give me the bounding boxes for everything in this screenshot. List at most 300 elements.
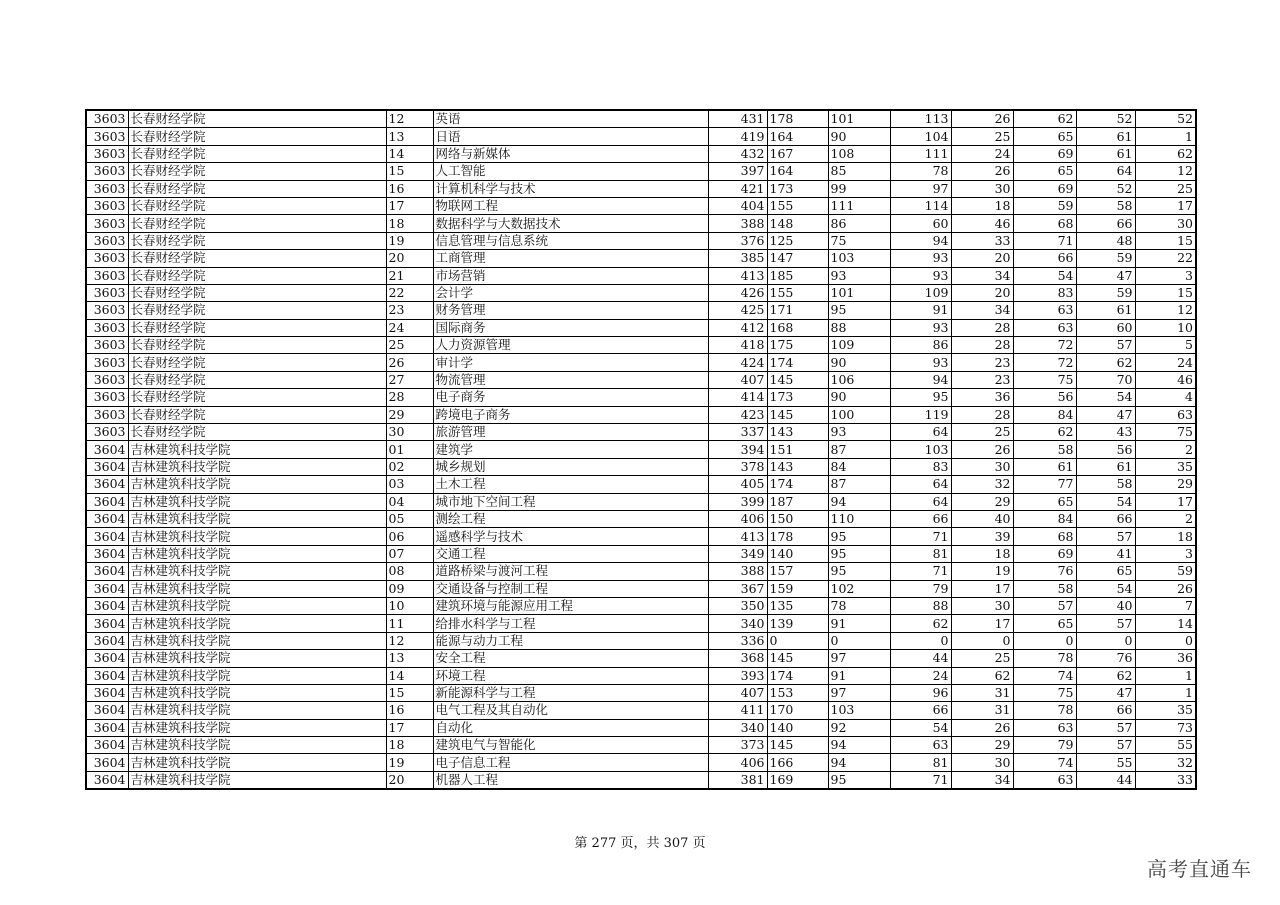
col-10-cell: 56 bbox=[1013, 389, 1076, 406]
col-7-cell: 85 bbox=[828, 163, 890, 180]
col-6-cell: 185 bbox=[767, 267, 828, 284]
major-code-cell: 06 bbox=[386, 528, 433, 545]
col-8-cell: 93 bbox=[890, 267, 951, 284]
school-code-cell: 3603 bbox=[86, 337, 128, 354]
major-name-cell: 安全工程 bbox=[433, 650, 708, 667]
school-code-cell: 3603 bbox=[86, 371, 128, 388]
school-name-cell: 吉林建筑科技学院 bbox=[128, 719, 386, 736]
major-code-cell: 01 bbox=[386, 441, 433, 458]
col-6-cell: 174 bbox=[767, 667, 828, 684]
col-9-cell: 46 bbox=[951, 215, 1013, 232]
major-name-cell: 机器人工程 bbox=[433, 771, 708, 789]
col-7-cell: 94 bbox=[828, 754, 890, 771]
col-6-cell: 173 bbox=[767, 389, 828, 406]
school-name-cell: 长春财经学院 bbox=[128, 424, 386, 441]
table-row bbox=[86, 719, 1196, 736]
col-9-cell: 20 bbox=[951, 250, 1013, 267]
table-row bbox=[86, 180, 1196, 197]
col-10-cell: 83 bbox=[1013, 284, 1076, 301]
col-12-cell: 1 bbox=[1135, 684, 1196, 701]
school-code-cell: 3604 bbox=[86, 563, 128, 580]
col-9-cell: 20 bbox=[951, 284, 1013, 301]
col-11-cell: 61 bbox=[1076, 128, 1135, 145]
table-row bbox=[86, 424, 1196, 441]
major-code-cell: 16 bbox=[386, 702, 433, 719]
col-9-cell: 19 bbox=[951, 563, 1013, 580]
major-code-cell: 20 bbox=[386, 771, 433, 789]
major-name-cell: 交通设备与控制工程 bbox=[433, 580, 708, 597]
school-code-cell: 3604 bbox=[86, 684, 128, 701]
table-row bbox=[86, 702, 1196, 719]
col-5-cell: 373 bbox=[708, 737, 767, 754]
school-name-cell: 长春财经学院 bbox=[128, 145, 386, 162]
col-8-cell: 71 bbox=[890, 563, 951, 580]
col-8-cell: 113 bbox=[890, 110, 951, 128]
col-10-cell: 65 bbox=[1013, 493, 1076, 510]
col-12-cell: 59 bbox=[1135, 563, 1196, 580]
school-code-cell: 3603 bbox=[86, 354, 128, 371]
major-name-cell: 建筑环境与能源应用工程 bbox=[433, 597, 708, 614]
major-code-cell: 04 bbox=[386, 493, 433, 510]
col-10-cell: 58 bbox=[1013, 580, 1076, 597]
major-name-cell: 能源与动力工程 bbox=[433, 632, 708, 649]
col-8-cell: 66 bbox=[890, 702, 951, 719]
col-5-cell: 399 bbox=[708, 493, 767, 510]
col-8-cell: 63 bbox=[890, 737, 951, 754]
col-8-cell: 54 bbox=[890, 719, 951, 736]
table-row bbox=[86, 771, 1196, 789]
col-8-cell: 86 bbox=[890, 337, 951, 354]
col-9-cell: 34 bbox=[951, 302, 1013, 319]
school-code-cell: 3604 bbox=[86, 528, 128, 545]
col-12-cell: 22 bbox=[1135, 250, 1196, 267]
col-5-cell: 405 bbox=[708, 476, 767, 493]
col-11-cell: 40 bbox=[1076, 597, 1135, 614]
major-name-cell: 英语 bbox=[433, 110, 708, 128]
major-name-cell: 人力资源管理 bbox=[433, 337, 708, 354]
major-name-cell: 电子商务 bbox=[433, 389, 708, 406]
col-6-cell: 140 bbox=[767, 719, 828, 736]
school-name-cell: 吉林建筑科技学院 bbox=[128, 754, 386, 771]
school-code-cell: 3604 bbox=[86, 458, 128, 475]
school-name-cell: 长春财经学院 bbox=[128, 215, 386, 232]
col-7-cell: 97 bbox=[828, 684, 890, 701]
col-11-cell: 62 bbox=[1076, 354, 1135, 371]
col-12-cell: 10 bbox=[1135, 319, 1196, 336]
col-12-cell: 18 bbox=[1135, 528, 1196, 545]
col-6-cell: 157 bbox=[767, 563, 828, 580]
col-12-cell: 15 bbox=[1135, 232, 1196, 249]
col-5-cell: 404 bbox=[708, 197, 767, 214]
col-7-cell: 94 bbox=[828, 493, 890, 510]
col-5-cell: 414 bbox=[708, 389, 767, 406]
col-5-cell: 406 bbox=[708, 510, 767, 527]
col-8-cell: 95 bbox=[890, 389, 951, 406]
major-name-cell: 信息管理与信息系统 bbox=[433, 232, 708, 249]
school-code-cell: 3603 bbox=[86, 163, 128, 180]
major-code-cell: 14 bbox=[386, 145, 433, 162]
col-10-cell: 62 bbox=[1013, 424, 1076, 441]
major-name-cell: 物联网工程 bbox=[433, 197, 708, 214]
col-9-cell: 29 bbox=[951, 737, 1013, 754]
col-11-cell: 47 bbox=[1076, 684, 1135, 701]
col-11-cell: 57 bbox=[1076, 337, 1135, 354]
col-6-cell: 164 bbox=[767, 163, 828, 180]
col-7-cell: 109 bbox=[828, 337, 890, 354]
col-6-cell: 148 bbox=[767, 215, 828, 232]
col-12-cell: 63 bbox=[1135, 406, 1196, 423]
col-12-cell: 7 bbox=[1135, 597, 1196, 614]
col-7-cell: 101 bbox=[828, 110, 890, 128]
school-name-cell: 长春财经学院 bbox=[128, 406, 386, 423]
col-9-cell: 17 bbox=[951, 615, 1013, 632]
major-name-cell: 交通工程 bbox=[433, 545, 708, 562]
col-12-cell: 35 bbox=[1135, 702, 1196, 719]
col-11-cell: 61 bbox=[1076, 458, 1135, 475]
col-10-cell: 63 bbox=[1013, 302, 1076, 319]
col-12-cell: 62 bbox=[1135, 145, 1196, 162]
major-name-cell: 会计学 bbox=[433, 284, 708, 301]
col-12-cell: 35 bbox=[1135, 458, 1196, 475]
col-6-cell: 164 bbox=[767, 128, 828, 145]
col-12-cell: 2 bbox=[1135, 441, 1196, 458]
col-5-cell: 412 bbox=[708, 319, 767, 336]
school-name-cell: 吉林建筑科技学院 bbox=[128, 771, 386, 789]
table-row bbox=[86, 563, 1196, 580]
col-10-cell: 84 bbox=[1013, 406, 1076, 423]
col-8-cell: 62 bbox=[890, 615, 951, 632]
col-12-cell: 17 bbox=[1135, 197, 1196, 214]
col-12-cell: 55 bbox=[1135, 737, 1196, 754]
table-row bbox=[86, 493, 1196, 510]
col-10-cell: 65 bbox=[1013, 615, 1076, 632]
col-6-cell: 145 bbox=[767, 371, 828, 388]
major-name-cell: 给排水科学与工程 bbox=[433, 615, 708, 632]
table-row bbox=[86, 615, 1196, 632]
col-5-cell: 432 bbox=[708, 145, 767, 162]
col-12-cell: 29 bbox=[1135, 476, 1196, 493]
col-12-cell: 52 bbox=[1135, 110, 1196, 128]
school-name-cell: 吉林建筑科技学院 bbox=[128, 528, 386, 545]
col-5-cell: 340 bbox=[708, 615, 767, 632]
col-12-cell: 5 bbox=[1135, 337, 1196, 354]
col-6-cell: 170 bbox=[767, 702, 828, 719]
col-10-cell: 57 bbox=[1013, 597, 1076, 614]
col-6-cell: 171 bbox=[767, 302, 828, 319]
major-name-cell: 旅游管理 bbox=[433, 424, 708, 441]
school-name-cell: 长春财经学院 bbox=[128, 110, 386, 128]
col-6-cell: 169 bbox=[767, 771, 828, 789]
col-10-cell: 69 bbox=[1013, 180, 1076, 197]
col-12-cell: 12 bbox=[1135, 302, 1196, 319]
table-row bbox=[86, 128, 1196, 145]
col-12-cell: 15 bbox=[1135, 284, 1196, 301]
school-name-cell: 吉林建筑科技学院 bbox=[128, 545, 386, 562]
school-code-cell: 3604 bbox=[86, 580, 128, 597]
table-row bbox=[86, 597, 1196, 614]
col-10-cell: 66 bbox=[1013, 250, 1076, 267]
col-6-cell: 174 bbox=[767, 354, 828, 371]
major-name-cell: 日语 bbox=[433, 128, 708, 145]
school-code-cell: 3604 bbox=[86, 650, 128, 667]
major-code-cell: 05 bbox=[386, 510, 433, 527]
col-8-cell: 71 bbox=[890, 771, 951, 789]
school-code-cell: 3603 bbox=[86, 180, 128, 197]
col-11-cell: 65 bbox=[1076, 563, 1135, 580]
col-12-cell: 12 bbox=[1135, 163, 1196, 180]
col-11-cell: 52 bbox=[1076, 180, 1135, 197]
col-10-cell: 78 bbox=[1013, 650, 1076, 667]
col-12-cell: 1 bbox=[1135, 128, 1196, 145]
col-5-cell: 349 bbox=[708, 545, 767, 562]
col-6-cell: 151 bbox=[767, 441, 828, 458]
school-name-cell: 长春财经学院 bbox=[128, 250, 386, 267]
school-code-cell: 3603 bbox=[86, 197, 128, 214]
school-name-cell: 吉林建筑科技学院 bbox=[128, 476, 386, 493]
col-6-cell: 147 bbox=[767, 250, 828, 267]
col-10-cell: 71 bbox=[1013, 232, 1076, 249]
table-row bbox=[86, 737, 1196, 754]
col-10-cell: 74 bbox=[1013, 754, 1076, 771]
major-name-cell: 市场营销 bbox=[433, 267, 708, 284]
major-name-cell: 道路桥梁与渡河工程 bbox=[433, 563, 708, 580]
major-code-cell: 14 bbox=[386, 667, 433, 684]
major-code-cell: 29 bbox=[386, 406, 433, 423]
col-9-cell: 62 bbox=[951, 667, 1013, 684]
col-5-cell: 367 bbox=[708, 580, 767, 597]
col-11-cell: 70 bbox=[1076, 371, 1135, 388]
col-5-cell: 397 bbox=[708, 163, 767, 180]
col-9-cell: 30 bbox=[951, 597, 1013, 614]
col-7-cell: 0 bbox=[828, 632, 890, 649]
col-6-cell: 173 bbox=[767, 180, 828, 197]
col-10-cell: 79 bbox=[1013, 737, 1076, 754]
col-8-cell: 83 bbox=[890, 458, 951, 475]
col-10-cell: 65 bbox=[1013, 128, 1076, 145]
col-6-cell: 174 bbox=[767, 476, 828, 493]
col-11-cell: 52 bbox=[1076, 110, 1135, 128]
col-12-cell: 46 bbox=[1135, 371, 1196, 388]
col-7-cell: 94 bbox=[828, 737, 890, 754]
major-code-cell: 03 bbox=[386, 476, 433, 493]
col-7-cell: 78 bbox=[828, 597, 890, 614]
major-code-cell: 21 bbox=[386, 267, 433, 284]
col-6-cell: 135 bbox=[767, 597, 828, 614]
major-code-cell: 10 bbox=[386, 597, 433, 614]
school-name-cell: 吉林建筑科技学院 bbox=[128, 563, 386, 580]
col-11-cell: 47 bbox=[1076, 267, 1135, 284]
col-6-cell: 125 bbox=[767, 232, 828, 249]
col-5-cell: 407 bbox=[708, 684, 767, 701]
col-5-cell: 423 bbox=[708, 406, 767, 423]
major-name-cell: 电子信息工程 bbox=[433, 754, 708, 771]
col-10-cell: 78 bbox=[1013, 702, 1076, 719]
major-code-cell: 26 bbox=[386, 354, 433, 371]
school-name-cell: 吉林建筑科技学院 bbox=[128, 580, 386, 597]
major-name-cell: 城市地下空间工程 bbox=[433, 493, 708, 510]
col-12-cell: 3 bbox=[1135, 267, 1196, 284]
col-7-cell: 95 bbox=[828, 545, 890, 562]
col-9-cell: 40 bbox=[951, 510, 1013, 527]
school-name-cell: 吉林建筑科技学院 bbox=[128, 702, 386, 719]
major-name-cell: 遥感科学与技术 bbox=[433, 528, 708, 545]
table-row bbox=[86, 163, 1196, 180]
col-6-cell: 143 bbox=[767, 424, 828, 441]
col-8-cell: 44 bbox=[890, 650, 951, 667]
col-9-cell: 17 bbox=[951, 580, 1013, 597]
col-11-cell: 64 bbox=[1076, 163, 1135, 180]
col-12-cell: 26 bbox=[1135, 580, 1196, 597]
col-8-cell: 104 bbox=[890, 128, 951, 145]
col-9-cell: 26 bbox=[951, 441, 1013, 458]
col-5-cell: 393 bbox=[708, 667, 767, 684]
col-7-cell: 88 bbox=[828, 319, 890, 336]
col-11-cell: 54 bbox=[1076, 580, 1135, 597]
school-code-cell: 3604 bbox=[86, 441, 128, 458]
major-code-cell: 07 bbox=[386, 545, 433, 562]
col-9-cell: 36 bbox=[951, 389, 1013, 406]
col-8-cell: 94 bbox=[890, 371, 951, 388]
col-6-cell: 140 bbox=[767, 545, 828, 562]
col-11-cell: 61 bbox=[1076, 302, 1135, 319]
major-name-cell: 财务管理 bbox=[433, 302, 708, 319]
col-10-cell: 75 bbox=[1013, 684, 1076, 701]
col-11-cell: 57 bbox=[1076, 528, 1135, 545]
col-6-cell: 0 bbox=[767, 632, 828, 649]
table-row bbox=[86, 197, 1196, 214]
major-name-cell: 电气工程及其自动化 bbox=[433, 702, 708, 719]
major-code-cell: 19 bbox=[386, 754, 433, 771]
col-8-cell: 119 bbox=[890, 406, 951, 423]
table-row bbox=[86, 337, 1196, 354]
major-name-cell: 物流管理 bbox=[433, 371, 708, 388]
school-name-cell: 吉林建筑科技学院 bbox=[128, 597, 386, 614]
table-row bbox=[86, 389, 1196, 406]
col-5-cell: 368 bbox=[708, 650, 767, 667]
col-7-cell: 97 bbox=[828, 650, 890, 667]
col-7-cell: 92 bbox=[828, 719, 890, 736]
col-12-cell: 14 bbox=[1135, 615, 1196, 632]
col-12-cell: 75 bbox=[1135, 424, 1196, 441]
col-5-cell: 336 bbox=[708, 632, 767, 649]
col-8-cell: 103 bbox=[890, 441, 951, 458]
col-9-cell: 33 bbox=[951, 232, 1013, 249]
col-9-cell: 25 bbox=[951, 650, 1013, 667]
major-code-cell: 08 bbox=[386, 563, 433, 580]
table-row bbox=[86, 684, 1196, 701]
major-code-cell: 11 bbox=[386, 615, 433, 632]
col-9-cell: 29 bbox=[951, 493, 1013, 510]
col-12-cell: 4 bbox=[1135, 389, 1196, 406]
col-9-cell: 25 bbox=[951, 424, 1013, 441]
col-11-cell: 58 bbox=[1076, 197, 1135, 214]
col-7-cell: 90 bbox=[828, 389, 890, 406]
col-7-cell: 87 bbox=[828, 441, 890, 458]
col-11-cell: 57 bbox=[1076, 737, 1135, 754]
school-name-cell: 长春财经学院 bbox=[128, 128, 386, 145]
major-code-cell: 30 bbox=[386, 424, 433, 441]
col-5-cell: 413 bbox=[708, 267, 767, 284]
major-name-cell: 新能源科学与工程 bbox=[433, 684, 708, 701]
col-9-cell: 25 bbox=[951, 128, 1013, 145]
school-code-cell: 3603 bbox=[86, 267, 128, 284]
col-8-cell: 24 bbox=[890, 667, 951, 684]
major-code-cell: 02 bbox=[386, 458, 433, 475]
col-7-cell: 91 bbox=[828, 615, 890, 632]
col-5-cell: 350 bbox=[708, 597, 767, 614]
school-name-cell: 长春财经学院 bbox=[128, 319, 386, 336]
col-6-cell: 166 bbox=[767, 754, 828, 771]
school-code-cell: 3603 bbox=[86, 406, 128, 423]
col-10-cell: 59 bbox=[1013, 197, 1076, 214]
col-8-cell: 109 bbox=[890, 284, 951, 301]
col-11-cell: 66 bbox=[1076, 702, 1135, 719]
col-10-cell: 72 bbox=[1013, 354, 1076, 371]
col-11-cell: 0 bbox=[1076, 632, 1135, 649]
school-name-cell: 长春财经学院 bbox=[128, 180, 386, 197]
major-name-cell: 工商管理 bbox=[433, 250, 708, 267]
col-12-cell: 17 bbox=[1135, 493, 1196, 510]
col-10-cell: 84 bbox=[1013, 510, 1076, 527]
col-11-cell: 57 bbox=[1076, 615, 1135, 632]
col-11-cell: 48 bbox=[1076, 232, 1135, 249]
major-code-cell: 17 bbox=[386, 719, 433, 736]
major-code-cell: 24 bbox=[386, 319, 433, 336]
major-code-cell: 25 bbox=[386, 337, 433, 354]
col-5-cell: 337 bbox=[708, 424, 767, 441]
col-9-cell: 30 bbox=[951, 458, 1013, 475]
col-10-cell: 68 bbox=[1013, 215, 1076, 232]
school-name-cell: 吉林建筑科技学院 bbox=[128, 684, 386, 701]
school-code-cell: 3603 bbox=[86, 250, 128, 267]
major-code-cell: 17 bbox=[386, 197, 433, 214]
school-name-cell: 长春财经学院 bbox=[128, 284, 386, 301]
school-name-cell: 吉林建筑科技学院 bbox=[128, 737, 386, 754]
col-11-cell: 54 bbox=[1076, 389, 1135, 406]
major-code-cell: 23 bbox=[386, 302, 433, 319]
col-5-cell: 394 bbox=[708, 441, 767, 458]
col-5-cell: 381 bbox=[708, 771, 767, 789]
table-row bbox=[86, 754, 1196, 771]
school-name-cell: 吉林建筑科技学院 bbox=[128, 441, 386, 458]
col-5-cell: 418 bbox=[708, 337, 767, 354]
major-name-cell: 建筑学 bbox=[433, 441, 708, 458]
col-7-cell: 87 bbox=[828, 476, 890, 493]
col-9-cell: 0 bbox=[951, 632, 1013, 649]
col-9-cell: 24 bbox=[951, 145, 1013, 162]
col-8-cell: 88 bbox=[890, 597, 951, 614]
major-name-cell: 城乡规划 bbox=[433, 458, 708, 475]
school-name-cell: 长春财经学院 bbox=[128, 354, 386, 371]
col-5-cell: 411 bbox=[708, 702, 767, 719]
school-code-cell: 3604 bbox=[86, 771, 128, 789]
col-5-cell: 426 bbox=[708, 284, 767, 301]
major-code-cell: 16 bbox=[386, 180, 433, 197]
col-8-cell: 60 bbox=[890, 215, 951, 232]
col-10-cell: 69 bbox=[1013, 145, 1076, 162]
table-row bbox=[86, 650, 1196, 667]
col-8-cell: 97 bbox=[890, 180, 951, 197]
col-10-cell: 58 bbox=[1013, 441, 1076, 458]
school-code-cell: 3603 bbox=[86, 319, 128, 336]
major-name-cell: 国际商务 bbox=[433, 319, 708, 336]
col-8-cell: 81 bbox=[890, 545, 951, 562]
col-11-cell: 47 bbox=[1076, 406, 1135, 423]
page-number: 第 277 页，共 307 页 bbox=[574, 836, 706, 851]
col-7-cell: 103 bbox=[828, 250, 890, 267]
col-9-cell: 30 bbox=[951, 754, 1013, 771]
col-10-cell: 76 bbox=[1013, 563, 1076, 580]
